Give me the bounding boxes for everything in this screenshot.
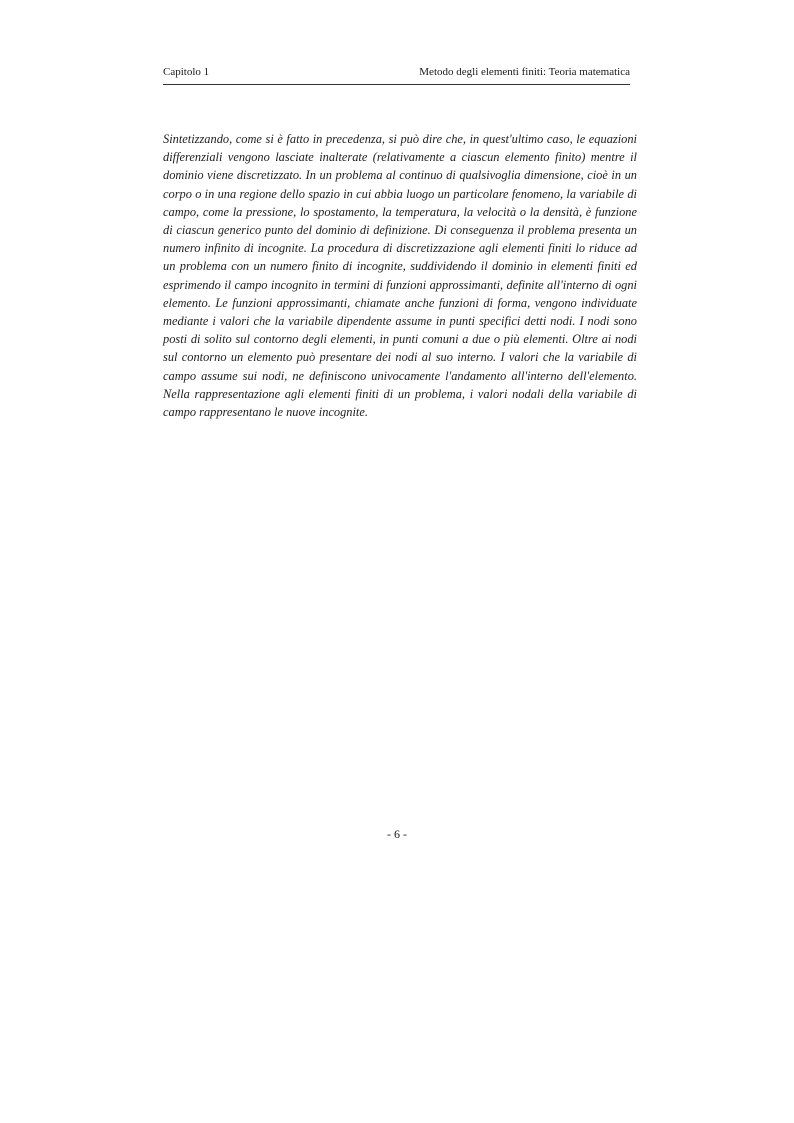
page-number: - 6 - (387, 827, 407, 841)
body-paragraph: Sintetizzando, come si è fatto in precedenza, si può dire che, in quest'ultimo caso, le equazioni differenziali vengono lasciate inalterate (relativamente a ciascun elemento finito) mentre il dominio viene discretizzato. In un problema al continuo di qualsivoglia dimensione, cioè in un corpo o in una regione dello spazio in cui abbia luogo un particolare fenomeno, la variabile di campo, come la pressione, lo spostamento, la temperatura, la velocità o la densità, è funzione di ciascun generico punto del dominio di definizione. Di conseguenza il problema presenta un numero infinito di incognite. La procedura di discretizzazione agli elementi finiti lo riduce ad un problema con un numero finito di incognite, suddividendo il dominio in elementi finiti ed esprimendo il campo incognito in termini di funzioni approssimanti, definite all'interno di ogni elemento. Le funzioni approssimanti, chiamate anche funzioni di forma, vengono individuate mediante i valori che la variabile dipendente assume in punti specifici detti nodi. I nodi sono posti di solito sul contorno degli elementi, in punti comuni a due o più elementi. Oltre ai nodi sul contorno un elemento può presentare dei nodi al suo interno. I valori che la variabile di campo assume sui nodi, ne definiscono univocamente l'andamento all'interno dell'elemento. Nella rappresentazione agli elementi finiti di un problema, i valori nodali della variabile di campo rappresentano le nuove incognite. (163, 132, 637, 420)
chapter-label: Capitolo 1 (163, 66, 210, 78)
page-header (163, 62, 630, 85)
section-title: Metodo degli elementi finiti: Teoria matematica (419, 66, 630, 78)
